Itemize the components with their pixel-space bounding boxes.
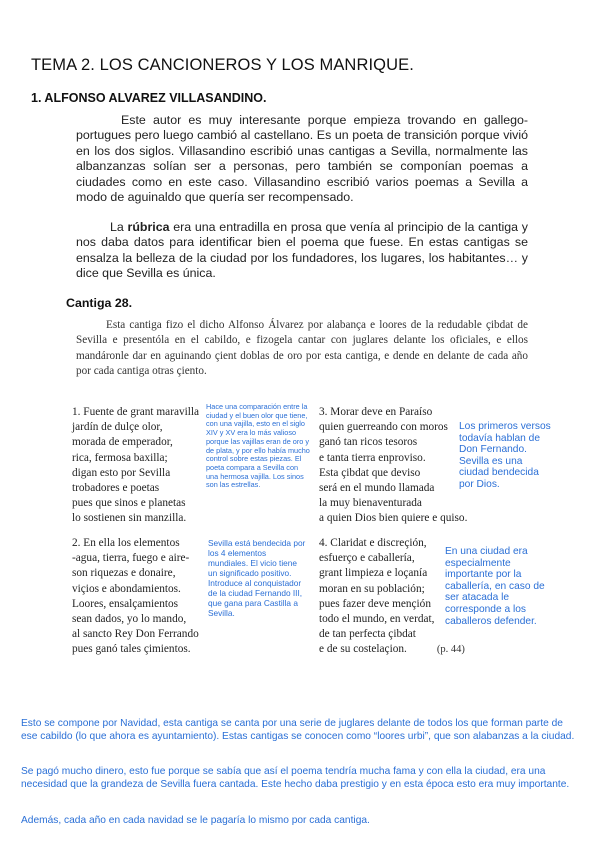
verse-line: 2. En ella los elementos [72,537,180,549]
annotation-note-3: Los primeros versos todavía hablan de Don Fernando. Sevilla es una ciudad bendecida por Dios. [459,421,551,490]
verse-line: morada de emperador, [72,436,173,449]
bottom-note-2: Se pagó mucho dinero, esto fue porque se sabía que así el poema tendría mucha fama y con ella la ciudad, era una necesidad que la grandeza de Sevilla fuera cantada. Este hecho daba prestigio y en esta época esto era muy importante. [21,766,570,790]
stanza-4 [319,536,465,658]
verse-line: todo el mundo, en verdat, [319,612,435,625]
verse-line: pues que sinos e planetas [72,497,186,510]
rubrica-bold: rúbrica [127,220,170,234]
verse-line: moran en su población; [319,582,425,595]
verse-text: e de su costelaçion. [319,643,407,656]
verse-line: -agua, tierra, fuego e aire- [72,552,190,565]
bottom-note-3: Además, cada año en cada navidad se le pagaría lo mismo por cada cantiga. [21,815,370,826]
verse-line: sean dados, yo lo mando, [72,612,187,625]
cantiga-intro: Esta cantiga fizo el dicho Alfonso Álvarez por alabança e loores de la redudable çibdat de Sevilla e presentóla en el cabildo, e fizogela cantar con juglares delante los oficiales, e ellos mandáronle dar en aguinando çient doblas de oro por esta cantiga, e dende en delante de cada año por cada cantiga otras çiento. [76,319,528,378]
cantiga-heading: Cantiga 28. [66,296,133,310]
verse-line: pues fazer deve mençión [319,597,431,610]
annotation-note-2: Sevilla está bendecida por los 4 elementos mundiales. El vicio tiene un significado positivo. Introduce al conquistador de la ciudad Fernando III, que gana para Castilla a Sevilla. [208,538,306,618]
verse-line: ganó tan ricos tesoros [319,436,418,449]
verse-line: grant limpieza e loçanía [319,567,428,580]
verse-line: Loores, ensalçamientos [72,597,179,610]
verse-line: digan esto por Sevilla [72,466,171,479]
rubrica-pre: La [110,220,128,234]
stanza-3 [319,405,467,527]
verse-line [319,642,465,657]
verse-line: rica, fermosa baxilla; [72,451,168,464]
page-title: TEMA 2. LOS CANCIONEROS Y LOS MANRIQUE. [31,56,414,74]
verse-line: 1. Fuente de grant maravilla [72,406,200,418]
page-reference: (p. 44) [436,644,465,656]
verse-line: de tan perfecta çibdat [319,628,416,641]
paragraph-rubrica [76,220,528,282]
bottom-note-1: Esto se compone por Navidad, esta cantiga se canta por una serie de juglares delante de todos los que forman parte de ese cabildo (lo que ahora es ayuntamiento). Estas cantigas se conocen como “loores urbi”, que son alabanzas a la ciudad. [21,718,575,742]
verse-line: esfuerço e caballería, [319,552,415,565]
annotation-note-1: Hace una comparación entre la ciudad y el buen olor que tiene, con una vajilla, esto en el siglo XIV y XV era lo más valioso porque las vajillas eran de oro y de plata, y por ello había mucho control sobre estas piezas. El poeta compara a Sevilla con una hermosa vajilla. Los sinos son las estrellas. [206,402,310,490]
verse-line: al sancto Rey Don Ferrando [72,628,199,641]
stanza-1 [72,405,199,527]
verse-line: quien guerreando con moros [319,421,448,434]
verse-line: pues ganó tales çimientos. [72,643,191,656]
verse-line: a quien Dios bien quiere e quiso. [319,512,468,525]
section-heading: 1. ALFONSO ALVAREZ VILLASANDINO. [31,91,267,105]
verse-line: trobadores e poetas [72,481,160,494]
verse-line: la muy bienaventurada [319,497,422,510]
annotation-note-4: En una ciudad era especialmente importante por la caballería, en caso de ser atacada le corresponde a los caballeros defender. [445,546,545,627]
verse-line: 3. Morar deve en Paraíso [319,406,433,418]
verse-line: jardín de dulçe olor, [72,421,163,434]
verse-line: lo sostienen sin manzilla. [72,512,187,525]
verse-line: son riquezas e donaire, [72,567,176,580]
verse-line: viçios e abondamientos. [72,582,181,595]
stanza-2 [72,536,199,658]
paragraph-author: Este autor es muy interesante porque empieza trovando en gallego-portugues pero luego cambió al castellano. Es un poeta de transición porque vivió en los dos siglos. Villasandino escribió unas cantigas a Sevilla, normalmente las albanzanzas solían ser a personas, pero también se componían poemas a ciudades como en este caso. Villasandino escribió varios poemas a Sevilla a modo de aguinaldo que quería ser recompensado. [76,113,528,205]
verse-line: e tanta tierra enproviso. [319,451,426,464]
verse-line: será en el mundo llamada [319,481,435,494]
verse-line: Esta çibdat que deviso [319,466,421,479]
verse-line: 4. Claridat e discreçión, [319,537,427,549]
rubrica-post: era una entradilla en prosa que venía al principio de la cantiga y nos daba datos para identificar bien el poema que fuese. En estas cantigas se ensalza la belleza de la ciudad por los fundadores, los lugares, los habitantes… y dice que Sevilla es única. [76,220,528,281]
